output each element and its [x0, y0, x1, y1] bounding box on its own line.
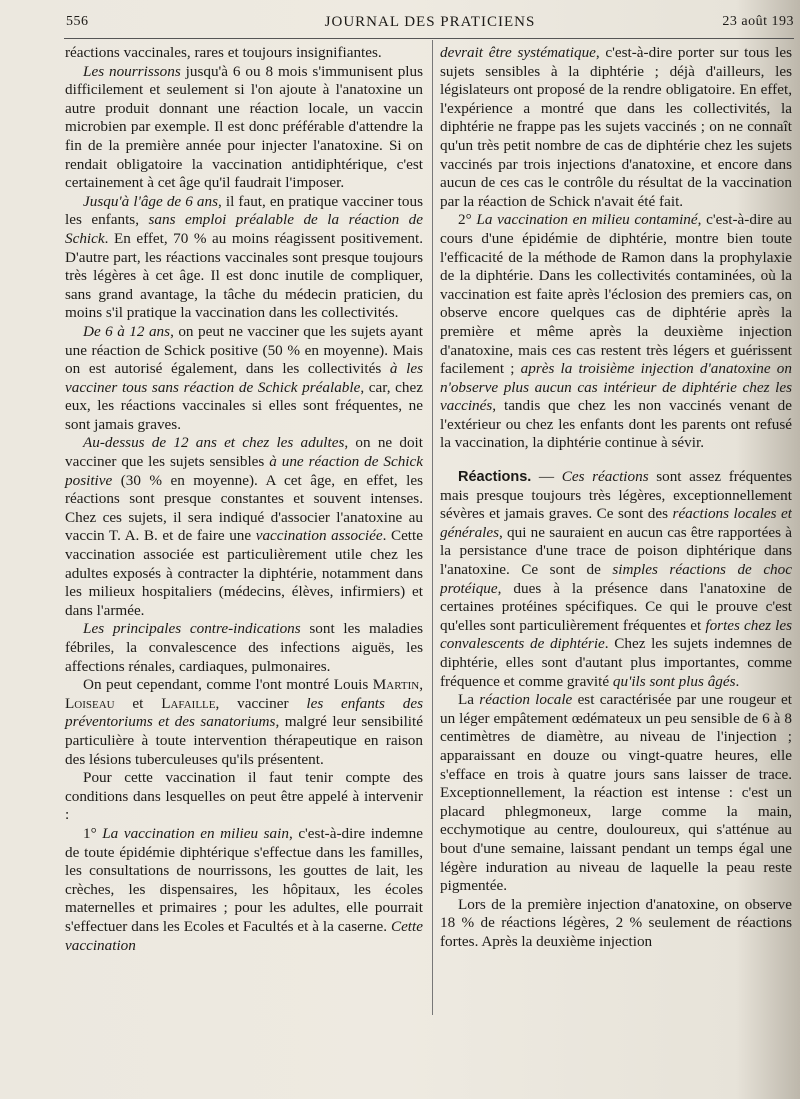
- text-run: , malgré leur sensibilité particulière à toute intervention thérapeutique en raison des lésions tuberculeuses qu'ils présentent.: [65, 713, 423, 768]
- text-run: 1°: [83, 824, 103, 842]
- running-header: [66, 14, 794, 36]
- italic-run: fortes chez les convalescents de diphtérie: [440, 616, 792, 653]
- paragraph: [440, 44, 792, 211]
- italic-run: réactions locales et générales: [440, 505, 792, 541]
- italic-run: Cette vaccination: [65, 917, 423, 954]
- paragraph: [440, 468, 792, 691]
- text-run: . Chez les sujets indemnes de diphtérie, elles sont d'autant plus importantes, comme fréquence et comme gravité: [440, 635, 792, 690]
- paragraph: [65, 434, 423, 620]
- text-run: , vacciner: [215, 694, 307, 712]
- text-run: La: [458, 691, 480, 709]
- column-divider: [432, 40, 433, 1015]
- italic-run: devrait être systématique: [440, 44, 596, 61]
- journal-title: JOURNAL DES PRATICIENS: [324, 14, 536, 30]
- text-run: . Cette vaccination associée est particulièrement utile chez les adultes exposés à contracter la diphtérie, notamment dans les milieux hospitaliers (médecins, élèves, infirmiers) et dans l'armée.: [65, 527, 423, 619]
- italic-run: à les vacciner tous sans réaction de Schick préalable: [65, 360, 423, 396]
- text-run: , c'est-à-dire porter sur tous les sujets sensibles à la diphtérie ; déjà d'ailleurs, les législateurs ont proposé de la rendre obligatoire. En effet, l'expérience a montré que dans les collectivités, la diphtérie ne frappe pas les sujets vaccinés ; on ne connaît qu'un très petit nombre de cas de diphtérie chez les sujets vaccinés par trois injections d'anatoxine, et encore dans aucun de ces cas le contrôle du résultat de la vaccination par la réaction de Schick n'avait été fait.: [440, 44, 792, 210]
- paragraph: [65, 323, 423, 435]
- italic-run: sans emploi préalable de la réaction de Schick: [65, 211, 423, 247]
- italic-run: les enfants des préventoriums et des sanatoriums: [65, 694, 423, 731]
- text-run: , tandis que chez les non vaccinés venant de l'extérieur ou chez les enfants dont les parents ont refusé la vaccination, la diphtérie continue à sévir.: [440, 397, 792, 452]
- text-run: , on ne doit vacciner que les sujets sensibles: [65, 434, 423, 471]
- issue-date: 23 août 193: [722, 14, 794, 29]
- text-run: jusqu'à 6 ou 8 mois s'immunisent plus difficilement et seulement si l'on ajoute à l'anatoxine un autre produit donnant une réaction locale, un vaccin microbien par exemple. Il est donc préférable d'attendre la fin de la première année pour injecter l'anatoxine. Si on rendait obligatoire la vaccination antidiphtérique, c'est certainement à cet âge qu'il faudrait l'imposer.: [65, 62, 424, 192]
- text-run: , c'est-à-dire indemne de toute épidémie diphtérique s'effectue dans les familles, les consultations de nourrissons, les gouttes de lait, les crèches, les dispensaires, les hôpitaux, les écoles maternelles et primaires ; pour les adultes, elle pourrait s'effectuer dans les Ecoles et Facultés et à la caserne.: [65, 824, 423, 935]
- paragraph: [65, 620, 423, 676]
- paragraph: [440, 691, 792, 896]
- text-run: , dues à la présence dans l'anatoxine de certaines protéines spécifiques. Ce qui le prouve c'est qu'elles sont particulièrement fréquentes et: [440, 579, 792, 634]
- paragraph: [65, 44, 423, 63]
- text-run: , car, chez eux, les réactions vaccinales si elles sont fréquentes, ne sont jamais graves.: [65, 378, 424, 433]
- text-run: est caractérisée par une rougeur et un léger empâtement œdémateux un peu sensible de 6 à 8 centimètres de diamètre, au niveau de l'injection ; apparaissant en douze ou vingt-quatre heures, elle s'efface en trois à quatre jours sans laisser de trace. Exceptionnellement, la réaction est intense : c'est un placard phlegmoneux, large comme la main, ecchymotique au centre, douloureux, qui s'atténue au bout d'une semaine, laissant pendant un temps égal une légère induration au niveau de laquelle la peau reste pigmentée.: [440, 691, 792, 895]
- italic-run: après la troisième injection d'anatoxine on n'observe plus aucun cas intérieur de diphtérie chez les vaccinés: [440, 360, 792, 415]
- text-run: réactions vaccinales, rares et toujours insignifiantes.: [65, 44, 382, 61]
- paragraph: [65, 676, 423, 769]
- paragraph: [65, 63, 423, 193]
- italic-run: Les principales contre-indications: [83, 620, 301, 638]
- header-rule: [64, 38, 794, 39]
- text-run: sont assez fréquentes mais presque toujours très légères, exceptionnellement sévères et jamais graves. Ce sont des: [440, 468, 792, 523]
- text-run: (30 % en moyenne). A cet âge, en effet, les réactions sont presque constantes et souvent intenses. Chez ces sujets, il sera indiqué d'associer l'anatoxine au vaccin T. A. B. et de faire une: [65, 471, 423, 545]
- italic-run: qu'ils sont plus âgés: [612, 672, 736, 690]
- text-run: et: [114, 694, 162, 712]
- paragraph: [65, 769, 423, 825]
- text-run: sont les maladies fébriles, la convalescence des infections aiguës, les affections rénales, cardiaques, pulmonaires.: [65, 620, 423, 675]
- italic-run: Jusqu'à l'âge de 6 ans: [83, 192, 219, 210]
- author-name: Martin: [372, 676, 420, 694]
- italic-run: La vaccination en milieu sain: [102, 824, 289, 842]
- text-run: Lors de la première injection d'anatoxine, on observe 18 % de réactions légères, 2 % seulement de réactions fortes. Après la deuxième injection: [440, 895, 792, 950]
- text-run: Pour cette vaccination il faut tenir compte des conditions dans lesquelles on peut être appelé à intervenir :: [65, 769, 423, 824]
- text-run: —: [531, 468, 562, 486]
- italic-run: Les nourrissons: [83, 62, 181, 80]
- paragraph: [65, 825, 423, 955]
- paragraph: [440, 896, 792, 952]
- page-number: 556: [66, 14, 89, 29]
- author-name: Loiseau: [65, 694, 115, 712]
- text-run: 2°: [458, 211, 477, 229]
- text-run: , il faut, en pratique vacciner tous les enfants,: [65, 192, 423, 229]
- italic-run: réaction locale: [479, 691, 573, 709]
- section-heading: Réactions.: [458, 469, 532, 486]
- italic-run: à une réaction de Schick positive: [65, 453, 423, 489]
- text-run: .: [735, 672, 740, 690]
- text-run: On peut cependant, comme l'ont montré Louis: [83, 676, 373, 694]
- text-run: , on peut ne vacciner que les sujets ayant une réaction de Schick positive (50 % en moyenne). Mais on est autorisé également, dans les collectivités: [65, 322, 423, 378]
- italic-run: Ces réactions: [561, 468, 649, 486]
- italic-run: La vaccination en milieu contaminé: [476, 211, 698, 229]
- italic-run: simples réactions de choc protéique: [440, 561, 792, 597]
- paragraph: [65, 193, 423, 323]
- text-run: ,: [419, 676, 423, 694]
- left-column: [65, 44, 423, 955]
- italic-run: De 6 à 12 ans: [83, 322, 171, 340]
- paragraph: [440, 211, 792, 453]
- text-run: . En effet, 70 % au moins réagissent positivement. D'autre part, les réactions vaccinales sont presque toujours très légères à cet âge. Il est donc inutile de compliquer, sans grand avantage, la tâche du médecin praticien, du moins s'il pratique la vaccination dans les collectivités.: [65, 229, 423, 322]
- italic-run: vaccination associée: [255, 527, 383, 545]
- text-run: , c'est-à-dire au cours d'une épidémie de diphtérie, montre bien toute l'efficacité de la méthode de Ramon dans la prophylaxie de la diphtérie. Dans les collectivités contaminées, où la vaccination est faite après l'éclosion des premiers cas, on observe encore quelques cas de diphtérie après la première et même après la deuxième injection d'anatoxine, mais ces cas restent très légers et guérissent facilement ;: [440, 211, 792, 378]
- right-column: [440, 44, 792, 952]
- text-run: , qui ne sauraient en aucun cas être rapportées à la persistance d'une trace de poison diphtérique dans l'anatoxine. Ce sont de: [440, 523, 792, 579]
- author-name: Lafaille: [161, 694, 216, 712]
- italic-run: Au-dessus de 12 ans et chez les adultes: [83, 434, 345, 452]
